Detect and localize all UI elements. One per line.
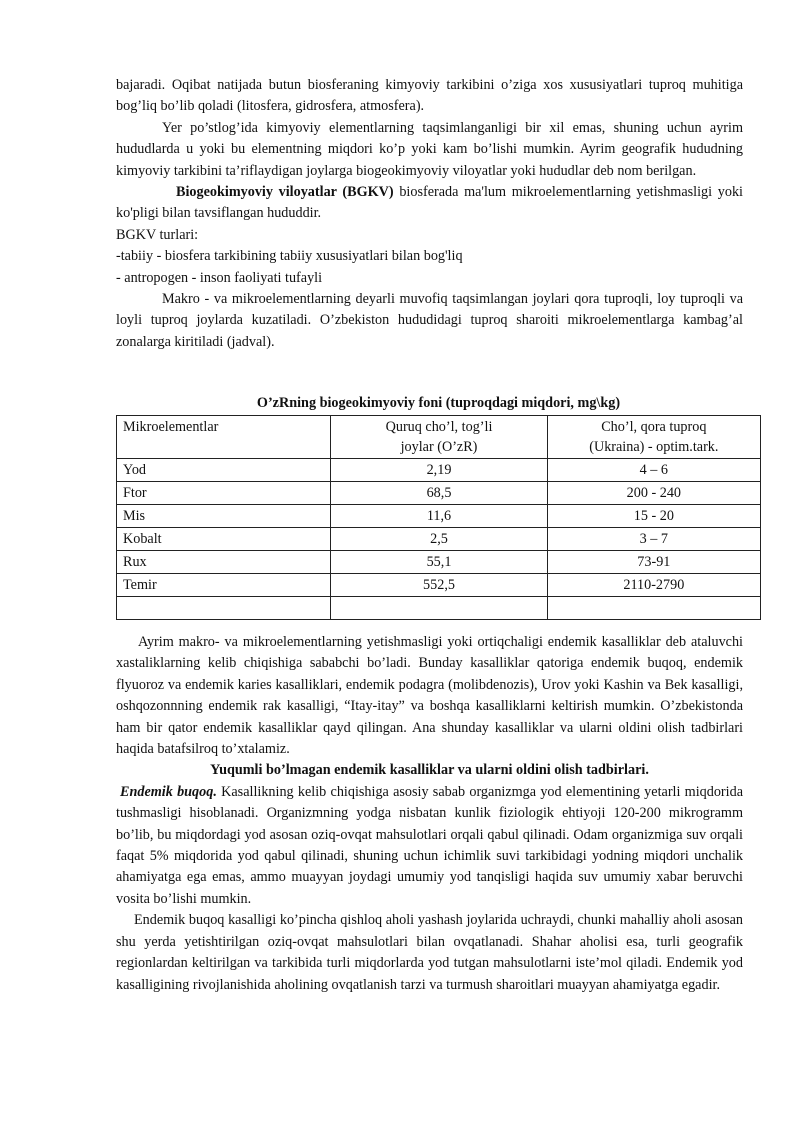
- header-uzr-line2: joylar (O’zR): [400, 439, 478, 455]
- bgkv-term: Biogeokimyoviy viloyatlar (BGKV): [176, 184, 394, 201]
- cell-uzr: 11,6: [331, 505, 547, 528]
- cell-ukraine: 2110-2790: [547, 574, 760, 597]
- table-row: [117, 551, 761, 574]
- bottom-text-block: [116, 632, 743, 996]
- cell-element: Rux: [117, 551, 331, 574]
- cell-element: Temir: [117, 574, 331, 597]
- table-title: O’zRning biogeokimyoviy foni (tuproqdagi miqdori, mg\kg): [256, 395, 621, 411]
- cell-ukraine: 200 - 240: [547, 482, 760, 505]
- header-microelements: Mikroelementlar: [117, 416, 331, 459]
- cell-empty: [331, 597, 547, 620]
- paragraph-8: Ayrim makro- va mikroelementlarning yetishmasligi yoki ortiqchaligi endemik kasalliklar deb ataluvchi xastaliklarning kelib chiqishiga sababchi bo’ladi. Bunday kasalliklar qatoriga endemik buqoq, endemik flyuoroz va endemik karies kasalliklari, endemik podagra (molibdenozis), Urov yoki Kashin va Bek kasalligi, oshqozonnning endemik rak kasalligi, “Itay-itay” va boshqa kasalliklarni keltirish mumkin. O’zbekistonda ham bir qator endemik kasalliklar qayd qilingan. Ana shunday kasalliklar va ularni oldini olish tadbirlari haqida batafsilroq to’xtalamiz.: [116, 634, 743, 758]
- table-row: [117, 482, 761, 505]
- paragraph-4: BGKV turlari:: [116, 226, 199, 243]
- biogeochemical-table: [116, 415, 761, 620]
- paragraph-9: [116, 782, 743, 910]
- header-ukraine: [547, 416, 760, 459]
- cell-element: Ftor: [117, 482, 331, 505]
- section-title: Yuqumli bo’lmagan endemik kasalliklar va ularni oldini olish tadbirlari.: [210, 762, 649, 779]
- top-text-block: [116, 75, 743, 353]
- table-row: [117, 505, 761, 528]
- table-row: [117, 528, 761, 551]
- bgkv-definition: biosferada ma'lum mikroelementlarning yetishmasligi yoki ko'pligi bilan tavsiflangan hududdir.: [116, 184, 743, 222]
- cell-uzr: 68,5: [331, 482, 547, 505]
- header-ukraine-line2: (Ukraina) - optim.tark.: [589, 439, 719, 455]
- paragraph-6: - antropogen - inson faoliyati tufayli: [116, 269, 323, 286]
- cell-uzr: 552,5: [331, 574, 547, 597]
- cell-uzr: 55,1: [331, 551, 547, 574]
- cell-element: Yod: [117, 459, 331, 482]
- table-row-empty: [117, 597, 761, 620]
- cell-ukraine: 73-91: [547, 551, 760, 574]
- table-row: [117, 574, 761, 597]
- cell-empty: [117, 597, 331, 620]
- cell-uzr: 2,19: [331, 459, 547, 482]
- header-uzr: [331, 416, 547, 459]
- paragraph-5: -tabiiy - biosfera tarkibining tabiiy xususiyatlari bilan bog'liq: [116, 248, 463, 265]
- cell-ukraine: 15 - 20: [547, 505, 760, 528]
- header-ukraine-line1: Cho’l, qora tuproq: [601, 419, 707, 435]
- cell-ukraine: 4 – 6: [547, 459, 760, 482]
- endemic-goiter-term: Endemik buqoq.: [120, 783, 217, 800]
- paragraph-1: bajaradi. Oqibat natijada butun biosferaning kimyoviy tarkibini o’ziga xos xususiyatlari tuproq muhitiga bog’liq bo’lib qoladi (litosfera, gidrosfera, atmosfera).: [116, 77, 743, 115]
- endemic-goiter-text: Kasallikning kelib chiqishiga asosiy sabab organizmga yod elementining yetarli miqdorida tushmasligi hisoblanadi. Organizmning yodga nisbatan kunlik fiziologik ehtiyoji 120-200 mikrogramm bo’lib, bu miqdordagi yod asosan oziq-ovqat mahsulotlari orqali qabul qilinadi. Odam organizmiga suv orqali faqat 5% miqdorida yod qabul qilinadi, shuning uchun ichimlik suvi tarkibidagi yodning miqdori unchalik ahamiyatga ega emas, ammo muayyan joydagi umumiy yod tanqisligi haqida suv umumiy xabar beruvchi vosita bo’lishi mumkin.: [116, 783, 743, 907]
- paragraph-7: Makro - va mikroelementlarning deyarli muvofiq taqsimlangan joylari qora tuproqli, loy tuproqli va loyli tuproq joylarda kuzatiladi. O’zbekiston hududidagi tuproq sharoiti mikroelementlarga kambag’al zonalarga kiritiladi (jadval).: [116, 291, 743, 350]
- cell-uzr: 2,5: [331, 528, 547, 551]
- paragraph-3: [116, 182, 743, 225]
- table-row: [117, 459, 761, 482]
- cell-element: Kobalt: [117, 528, 331, 551]
- paragraph-2: Yer po’stlog’ida kimyoviy elementlarning taqsimlanganligi bir xil emas, shuning uchun ayrim hududlarda u yoki bu elementning miqdori ko’p yoki kam bo’lishi mumkin. Ayrim geografik hududning kimyoviy tarkibini ta’riflaydigan joylarga biogeokimyoviy viloyatlar yoki hududlar deb nom berilgan.: [116, 119, 743, 179]
- cell-empty: [547, 597, 760, 620]
- cell-ukraine: 3 – 7: [547, 528, 760, 551]
- header-uzr-line1: Quruq cho’l, tog’li: [385, 419, 493, 435]
- paragraph-10: Endemik buqoq kasalligi ko’pincha qishloq aholi yashash joylarida uchraydi, chunki mahalliy aholi asosan shu yerda yetishtirilgan oziq-ovqat mahsulotlari bilan ovqatlanadi. Shahar aholisi esa, turli geografik regionlardan keltirilgan va tarkibida turli miqdorlarda yod tutgan mahsulotlarni iste’mol qiladi. Endemik yod kasalligining rivojlanishida aholining ovqatlanish tarzi va turmush sharoitlari muayyan ahamiyatga egadir.: [116, 912, 743, 993]
- cell-element: Mis: [117, 505, 331, 528]
- table-header-row: [117, 416, 761, 459]
